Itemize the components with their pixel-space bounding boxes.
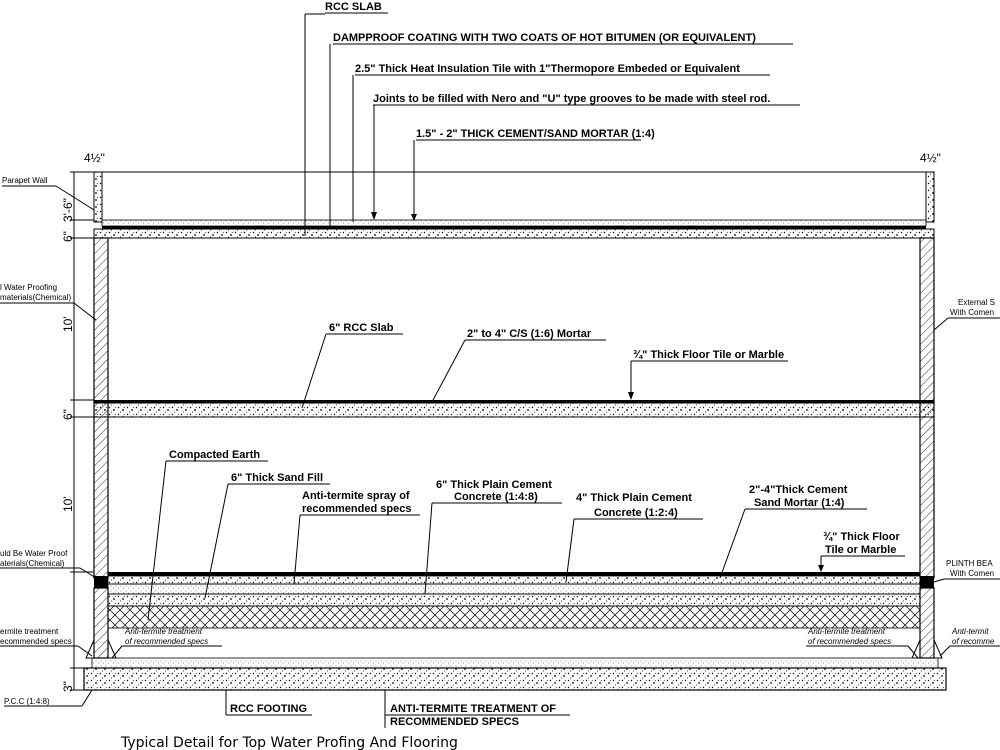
dimension-chain xyxy=(70,172,94,690)
label-upper-mortar: 2" to 4" C/S (1:6) Mortar xyxy=(467,328,592,340)
label-right-anti-termite-1: Anti-termit xyxy=(952,627,989,636)
label-pcc-148-2: Concrete (1:4:8) xyxy=(454,491,538,503)
drawing-title: Typical Detail for Top Water Profing And Flooring xyxy=(121,735,458,750)
label-right-plinth-2: With Comen xyxy=(950,569,995,578)
label-anti-termite-spray-1: Anti-termite spray of xyxy=(302,490,410,502)
plinth-beam-right xyxy=(920,576,934,588)
label-left-anti-termite-1: ermite treatment xyxy=(0,627,59,636)
label-right-external-1: External S xyxy=(958,298,995,307)
label-anti-termite-footing-1: ANTI-TERMITE TREATMENT OF xyxy=(390,703,556,715)
label-inner-right-2: of recommended specs xyxy=(808,637,892,646)
label-inner-left-2: of recommended specs xyxy=(125,637,209,646)
label-pcc-148-1: 6" Thick Plain Cement xyxy=(436,479,552,491)
label-left-be-wp-2: aterials(Chemical) xyxy=(0,559,65,568)
dim-parapet-height: 3'-6" xyxy=(61,198,75,222)
intermediate-slab xyxy=(94,400,934,417)
label-anti-termite-spray-2: recommended specs xyxy=(302,503,412,515)
label-pcc-124-2: Concrete (1:2:4) xyxy=(594,507,678,519)
label-inner-right-1: Anti-termite treatment xyxy=(808,627,885,636)
rcc-footing xyxy=(84,658,946,690)
dim-slab-mid: 6" xyxy=(61,409,75,420)
label-sand-fill: 6" Thick Sand Fill xyxy=(231,472,324,484)
label-pcc: P.C.C (1:4:8) xyxy=(4,697,50,706)
label-left-be-wp-1: uld Be Water Proof xyxy=(0,549,68,558)
dim-slab-top: 6" xyxy=(61,231,75,242)
label-cs-mortar-1: 2"-4"Thick Cement xyxy=(749,484,848,496)
label-rcc-slab-6in: 6" RCC Slab xyxy=(329,322,394,334)
label-ground-tile-1: ¾" Thick Floor xyxy=(823,531,900,543)
label-cs-mortar-2: Sand Mortar (1:4) xyxy=(754,497,845,509)
label-left-wall-wp-1: l Water Proofing xyxy=(0,283,58,292)
roof-layers xyxy=(94,220,934,238)
label-roof-mortar: 1.5" - 2" THICK CEMENT/SAND MORTAR (1:4) xyxy=(416,128,655,140)
label-parapet-wall: Parapet Wall xyxy=(2,176,48,185)
label-dampproof: DAMPPROOF COATING WITH TWO COATS OF HOT BITUMEN (OR EQUIVALENT) xyxy=(333,32,756,44)
label-rcc-footing: RCC FOOTING xyxy=(230,703,307,715)
label-upper-tile: ¾" Thick Floor Tile or Marble xyxy=(633,349,785,361)
dim-floor-lower: 10' xyxy=(61,496,75,512)
parapet-width-left: 4½" xyxy=(84,151,105,165)
label-left-wall-wp-2: materials(Chemical) xyxy=(0,293,72,302)
label-rcc-slab: RCC SLAB xyxy=(325,1,382,13)
label-ground-tile-2: Tile or Marble xyxy=(825,544,897,556)
label-anti-termite-footing-2: RECOMMENDED SPECS xyxy=(390,716,519,728)
label-joints: Joints to be filled with Nero and "U" type grooves to be made with steel rod. xyxy=(373,93,771,105)
label-pcc-124-1: 4" Thick Plain Cement xyxy=(576,492,692,504)
parapet-wall-right xyxy=(926,172,934,222)
label-compacted-earth: Compacted Earth xyxy=(169,449,261,461)
dim-floor-upper: 10' xyxy=(61,316,75,332)
label-inner-left-1: Anti-termite treatment xyxy=(125,627,202,636)
parapet-width-right: 4½" xyxy=(920,151,941,165)
label-insulation: 2.5" Thick Heat Insulation Tile with 1"Thermopore Embeded or Equivalent xyxy=(355,63,740,75)
ground-floor-layers xyxy=(108,572,920,628)
label-right-plinth-1: PLINTH BEA xyxy=(946,559,993,568)
label-right-external-2: With Comen xyxy=(950,308,995,317)
dim-pcc: 3" xyxy=(61,681,75,692)
label-right-anti-termite-2: of recomme xyxy=(952,637,995,646)
parapet-wall-left xyxy=(94,172,102,222)
label-left-anti-termite-2: ecommended specs xyxy=(0,637,72,646)
